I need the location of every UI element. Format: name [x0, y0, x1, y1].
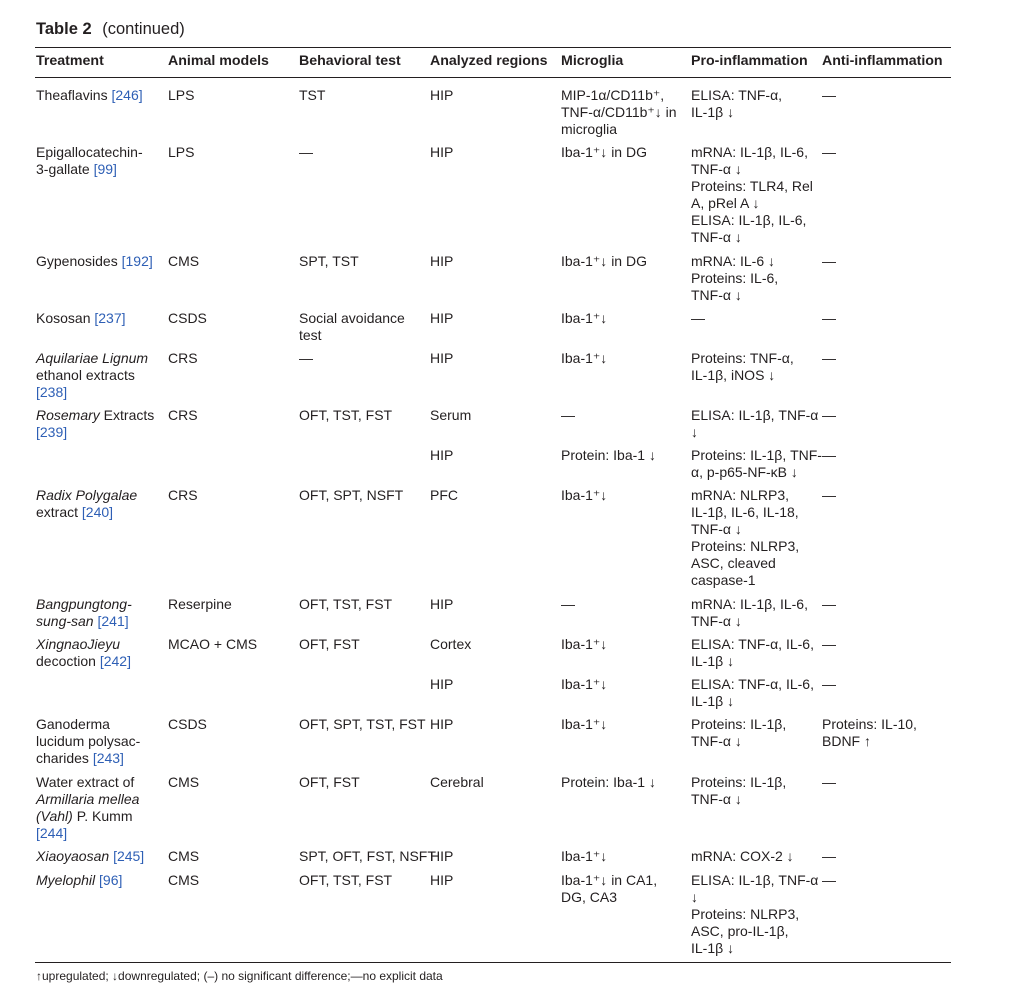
top-rule	[35, 47, 951, 48]
cell-region: Cerebral	[430, 774, 484, 790]
cell-microglia: —	[561, 596, 575, 612]
cell-behavior: OFT, TST, FST	[299, 596, 393, 612]
cell-pro: mRNA: IL-1β, IL-6, TNF-α ↓ Proteins: TLR4, Rel A, pRel A ↓ ELISA: IL-1β, IL-6, TNF-α ↓	[691, 144, 813, 245]
cell-microglia: Iba-1⁺↓	[561, 350, 608, 366]
cell-pro: Proteins: IL-1β, TNF-α ↓	[691, 774, 787, 807]
cell-anti: —	[822, 87, 836, 103]
cell-animal: CMS	[168, 872, 200, 888]
cell-pro: Proteins: IL-1β, TNF- α, p-p65-NF-κB ↓	[691, 447, 822, 480]
cell-region: HIP	[430, 848, 454, 864]
cell-microglia: Protein: Iba-1 ↓	[561, 447, 656, 463]
cell-anti: —	[822, 407, 836, 423]
cell-microglia: Protein: Iba-1 ↓	[561, 774, 656, 790]
header-anti-inflammation: Anti-inflammation	[822, 53, 943, 69]
cell-behavior: OFT, SPT, NSFT	[299, 487, 404, 503]
header-microglia: Microglia	[561, 53, 624, 69]
cell-microglia: Iba-1⁺↓ in DG	[561, 144, 647, 160]
cell-pro: ELISA: TNF-α, IL-6, IL-1β ↓	[691, 676, 814, 709]
cell-behavior: OFT, FST	[299, 636, 360, 652]
table-continued: (continued)	[102, 20, 185, 38]
cell-anti: —	[822, 872, 836, 888]
cell-behavior: Social avoidance test	[299, 310, 405, 343]
cell-behavior: —	[299, 144, 313, 160]
cell-treatment: Epigallocatechin- 3-gallate [99]	[36, 144, 143, 177]
cell-pro: mRNA: IL-1β, IL-6, TNF-α ↓	[691, 596, 808, 629]
cell-pro: ELISA: TNF-α, IL-6, IL-1β ↓	[691, 636, 814, 669]
cell-region: HIP	[430, 350, 454, 366]
cell-anti: —	[822, 596, 836, 612]
cell-treatment: Bangpungtong- sung-san [241]	[36, 596, 132, 629]
cell-anti: —	[822, 350, 836, 366]
cell-microglia: Iba-1⁺↓	[561, 487, 608, 503]
header-treatment: Treatment	[36, 53, 104, 69]
cell-region: HIP	[430, 447, 454, 463]
cell-animal: CRS	[168, 487, 198, 503]
cell-microglia: Iba-1⁺↓ in DG	[561, 253, 647, 269]
table-label: Table 2	[36, 20, 92, 38]
cell-treatment: Radix Polygalae extract [240]	[36, 487, 138, 520]
cell-region: PFC	[430, 487, 458, 503]
cell-anti: —	[822, 253, 836, 269]
table-caption	[36, 20, 185, 39]
cell-behavior: —	[299, 350, 313, 366]
cell-treatment: Water extract of Armillaria mellea (Vahl) P. Kumm [244]	[36, 774, 140, 841]
cell-microglia: Iba-1⁺↓	[561, 848, 608, 864]
cell-pro: mRNA: IL-6 ↓ Proteins: IL-6, TNF-α ↓	[691, 253, 779, 303]
cell-animal: LPS	[168, 87, 195, 103]
cell-anti: —	[822, 636, 836, 652]
cell-pro: ELISA: IL-1β, TNF-α ↓ Proteins: NLRP3, ASC, pro-IL-1β, IL-1β ↓	[691, 872, 819, 956]
cell-pro: Proteins: IL-1β, TNF-α ↓	[691, 716, 787, 749]
cell-pro: mRNA: COX-2 ↓	[691, 848, 794, 864]
cell-pro: mRNA: NLRP3, IL-1β, IL-6, IL-18, TNF-α ↓ Proteins: NLRP3, ASC, cleaved caspase-1	[691, 487, 800, 588]
cell-behavior: SPT, TST	[299, 253, 359, 269]
header-animal-models: Animal models	[168, 53, 269, 69]
cell-region: HIP	[430, 87, 454, 103]
cell-animal: CMS	[168, 774, 200, 790]
cell-treatment: XingnaoJieyu decoction [242]	[36, 636, 131, 669]
cell-pro: Proteins: TNF-α, IL-1β, iNOS ↓	[691, 350, 794, 383]
header-rule	[35, 77, 951, 78]
cell-animal: MCAO + CMS	[168, 636, 258, 652]
cell-behavior: OFT, TST, FST	[299, 407, 393, 423]
cell-animal: Reserpine	[168, 596, 232, 612]
cell-treatment: Rosemary Extracts [239]	[36, 407, 155, 440]
cell-region: HIP	[430, 310, 454, 326]
cell-treatment: Gypenosides [192]	[36, 253, 153, 269]
cell-region: HIP	[430, 716, 454, 732]
cell-pro: ELISA: IL-1β, TNF-α ↓	[691, 407, 819, 440]
cell-region: HIP	[430, 872, 454, 888]
cell-region: Serum	[430, 407, 472, 423]
cell-behavior: OFT, TST, FST	[299, 872, 393, 888]
header-analyzed-regions: Analyzed regions	[430, 53, 548, 69]
cell-microglia: Iba-1⁺↓ in CA1, DG, CA3	[561, 872, 658, 905]
cell-anti: —	[822, 310, 836, 326]
cell-anti: Proteins: IL-10, BDNF ↑	[822, 716, 917, 749]
cell-region: Cortex	[430, 636, 472, 652]
cell-microglia: MIP-1α/CD11b⁺, TNF-α/CD11b⁺↓ in microglia	[561, 87, 677, 137]
table-footnote: ↑upregulated; ↓downregulated; (–) no significant difference;—no explicit data	[36, 969, 443, 983]
cell-treatment: Ganoderma lucidum polysac- charides [243]	[36, 716, 141, 766]
cell-anti: —	[822, 848, 836, 864]
cell-region: HIP	[430, 596, 454, 612]
cell-animal: CRS	[168, 407, 198, 423]
cell-treatment: Xiaoyaosan [245]	[36, 848, 145, 864]
cell-treatment: Myelophil [96]	[36, 872, 123, 888]
cell-animal: CSDS	[168, 716, 207, 732]
cell-treatment: Aquilariae Lignum ethanol extracts [238]	[36, 350, 149, 400]
cell-animal: CSDS	[168, 310, 207, 326]
cell-anti: —	[822, 774, 836, 790]
cell-region: HIP	[430, 144, 454, 160]
cell-animal: CRS	[168, 350, 198, 366]
cell-behavior: TST	[299, 87, 326, 103]
cell-microglia: Iba-1⁺↓	[561, 636, 608, 652]
cell-anti: —	[822, 144, 836, 160]
header-behavioral-test: Behavioral test	[299, 53, 401, 69]
cell-behavior: OFT, SPT, TST, FST	[299, 716, 426, 732]
cell-animal: LPS	[168, 144, 195, 160]
header-pro-inflammation: Pro-inflammation	[691, 53, 808, 69]
cell-treatment: Kososan [237]	[36, 310, 126, 326]
cell-behavior: OFT, FST	[299, 774, 360, 790]
cell-anti: —	[822, 447, 836, 463]
cell-treatment: Theaflavins [246]	[36, 87, 143, 103]
cell-animal: CMS	[168, 848, 200, 864]
cell-microglia: Iba-1⁺↓	[561, 716, 608, 732]
bottom-rule	[35, 962, 951, 963]
cell-pro: ELISA: TNF-α, IL-1β ↓	[691, 87, 783, 120]
cell-pro: —	[691, 310, 705, 326]
cell-microglia: Iba-1⁺↓	[561, 310, 608, 326]
cell-anti: —	[822, 676, 836, 692]
cell-region: HIP	[430, 676, 454, 692]
cell-behavior: SPT, OFT, FST, NSFT	[299, 848, 436, 864]
cell-animal: CMS	[168, 253, 200, 269]
cell-region: HIP	[430, 253, 454, 269]
cell-anti: —	[822, 487, 836, 503]
cell-microglia: —	[561, 407, 575, 423]
cell-microglia: Iba-1⁺↓	[561, 676, 608, 692]
